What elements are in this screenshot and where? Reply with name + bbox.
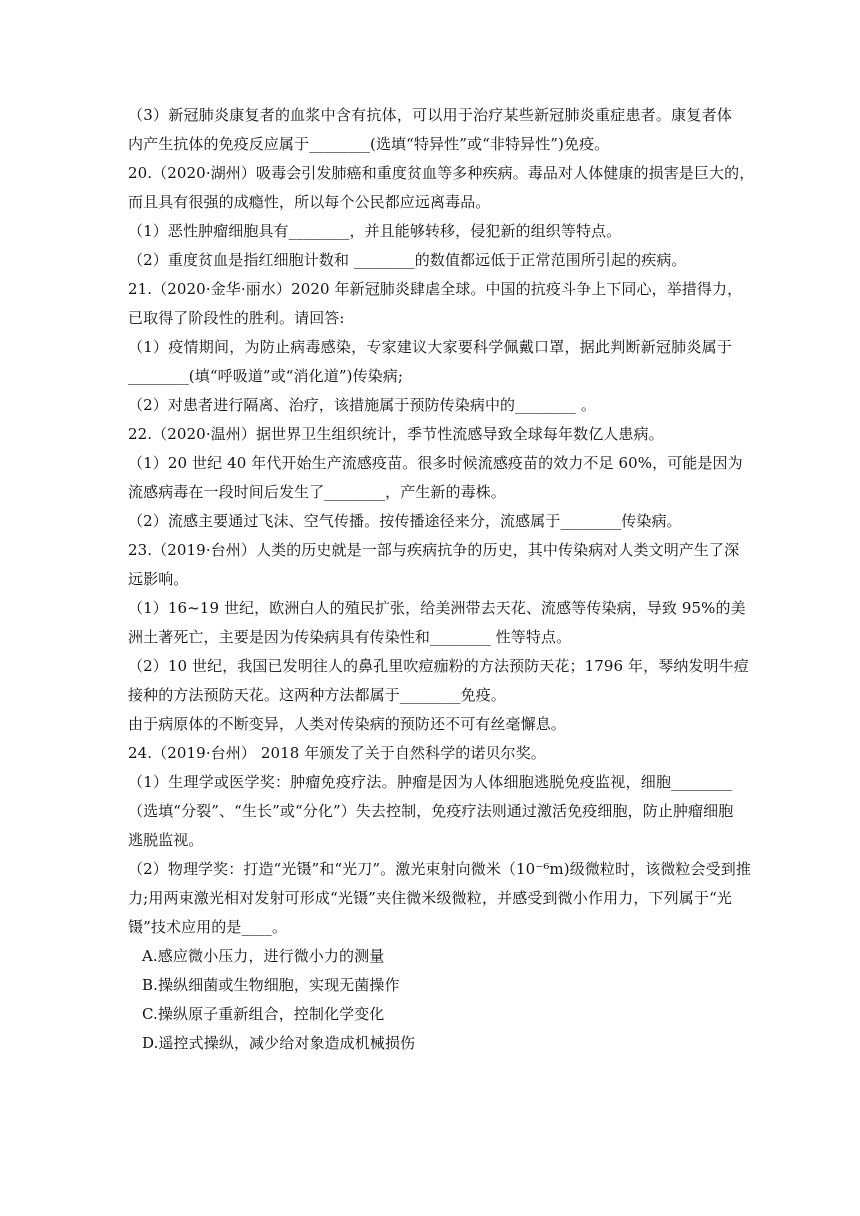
- question-22-heading: 22.（2020·温州）据世界卫生组织统计，季节性流感导致全球每年数亿人患病。: [128, 425, 664, 443]
- text-line: （1）疫情期间，为防止病毒感染，专家建议大家要科学佩戴口罩，据此判断新冠肺炎属于: [128, 338, 732, 356]
- document-content: [128, 101, 755, 1058]
- question-23-heading: 23.（2019·台州）人类的历史就是一部与疾病抗争的历史，其中传染病对人类文明产生了深: [128, 541, 740, 559]
- text-line: （2）10 世纪，我国已发明往人的鼻孔里吹痘痂粉的方法预防天花；1796 年，琴纳发明牛痘: [128, 657, 749, 675]
- text-line: （2）流感主要通过飞沫、空气传播。按传播途径来分，流感属于________传染病。: [128, 512, 682, 530]
- text-line: 内产生抗体的免疫反应属于________(选填“特异性”或“非特异性”)免疫。: [128, 135, 610, 153]
- text-line: 已取得了阶段性的胜利。请回答:: [128, 309, 345, 327]
- option-c: C.操纵原子重新组合，控制化学变化: [142, 1005, 385, 1023]
- text-line: （2）物理学奖：打造“光镊”和“光刀”。激光束射向微米（10⁻⁶m)级微粒时，该微粒会受到推: [128, 860, 751, 878]
- text-line: 由于病原体的不断变异，人类对传染病的预防还不可有丝毫懈息。: [128, 715, 566, 733]
- text-line: （1）生理学或医学奖：肿瘤免疫疗法。肿瘤是因为人体细胞逃脱免疫监视，细胞________: [128, 773, 732, 791]
- option-d: D.遥控式操纵，减少给对象造成机械损伤: [142, 1034, 416, 1052]
- text-line: （2）重度贫血是指红细胞计数和 ________的数值都远低于正常范围所引起的疾病。: [128, 251, 687, 269]
- text-line: （1）20 世纪 40 年代开始生产流感疫苗。很多时候流感疫苗的效力不足 60%，可能是因为: [128, 454, 743, 472]
- text-line: （2）对患者进行隔离、治疗，该措施属于预防传染病中的________ 。: [128, 396, 596, 414]
- text-line: 接种的方法预防天花。这两种方法都属于________免疫。: [128, 686, 506, 704]
- text-line: 流感病毒在一段时间后发生了________，产生新的毒株。: [128, 483, 506, 501]
- question-20-heading: 20.（2020·湖州）吸毒会引发肺癌和重度贫血等多种疾病。毒品对人体健康的损害是巨大的，: [128, 164, 755, 182]
- text-line: 力;用两束激光相对发射可形成“光镊”夹住微米级微粒，并感受到微小作用力，下列属于“光: [128, 889, 732, 907]
- question-21-heading: 21.（2020·金华·丽水）2020 年新冠肺炎肆虐全球。中国的抗疫斗争上下同心，举措得力，: [128, 280, 743, 298]
- text-line: （1）16~19 世纪，欧洲白人的殖民扩张，给美洲带去天花、流感等传染病，导致 95%的美: [128, 599, 746, 617]
- text-line: 逃脱监视。: [128, 831, 204, 849]
- question-24-heading: 24.（2019·台州） 2018 年颁发了关于自然科学的诺贝尔奖。: [128, 744, 546, 762]
- text-line: 远影响。: [128, 570, 189, 588]
- text-line: （1）恶性肿瘤细胞具有________，并且能够转移，侵犯新的组织等特点。: [128, 222, 622, 240]
- text-line: ________(填“呼吸道”或“消化道”)传染病;: [128, 367, 404, 385]
- text-line: （选填“分裂”、“生长”或“分化”）失去控制，免疫疗法则通过激活免疫细胞，防止肿瘤细胞: [128, 802, 734, 820]
- option-a: A.感应微小压力，进行微小力的测量: [142, 947, 385, 965]
- text-line: 洲土著死亡，主要是因为传染病具有传染性和________ 性等特点。: [128, 628, 572, 646]
- text-line: 镊”技术应用的是____。: [128, 918, 287, 936]
- text-line: 而且具有很强的成瘾性，所以每个公民都应远离毒品。: [128, 193, 491, 211]
- option-b: B.操纵细菌或生物细胞，实现无菌操作: [142, 976, 400, 994]
- text-line: （3）新冠肺炎康复者的血浆中含有抗体，可以用于治疗某些新冠肺炎重症患者。康复者体: [128, 106, 732, 124]
